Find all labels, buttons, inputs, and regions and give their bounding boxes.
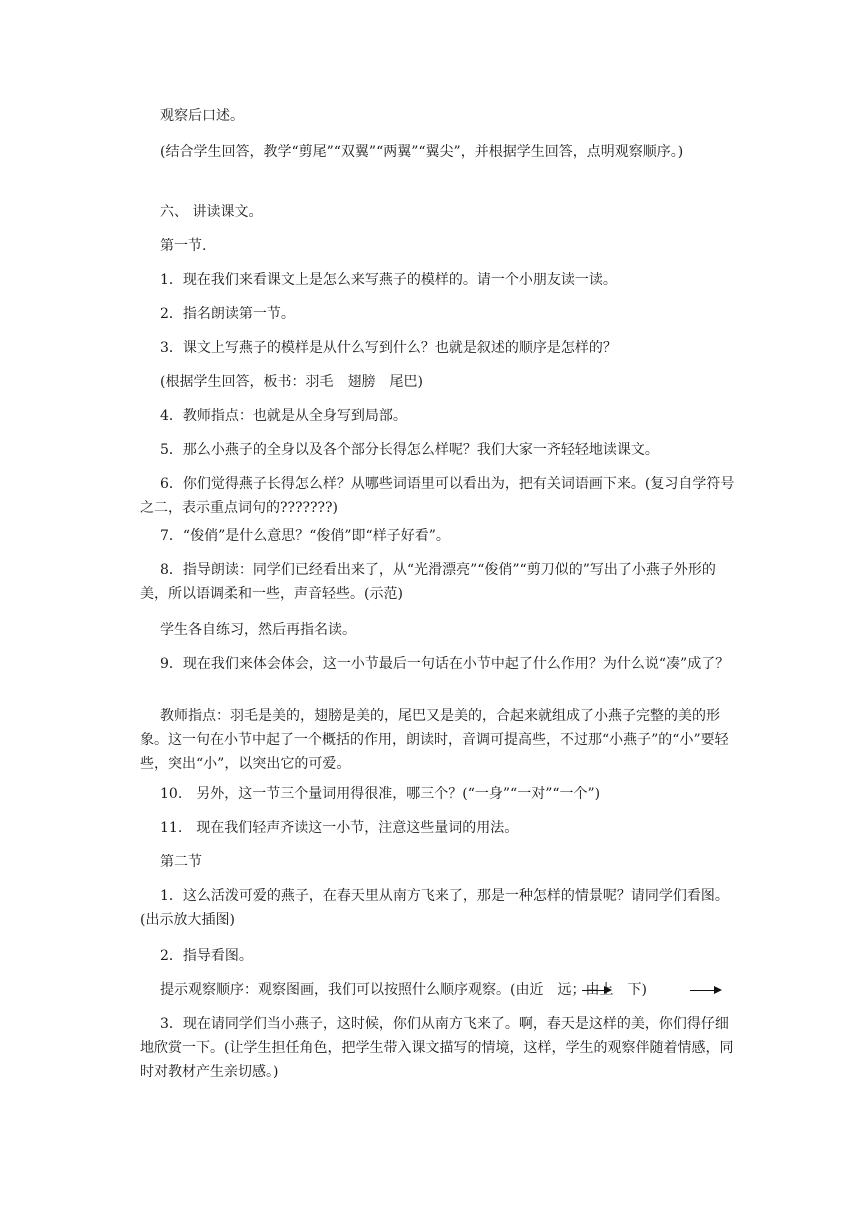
subsection-heading-2: 第二节 <box>160 854 202 870</box>
paragraph-observation-order: 提示观察顺序：观察图画，我们可以按照什么顺序观察。(由近 远；由上 下) <box>160 982 647 998</box>
paragraph-practice: 学生各自练习，然后再指名读。 <box>160 622 356 638</box>
paragraph-s1-item-7: 7．“俊俏”是什么意思？“俊俏”即“样子好看”。 <box>160 528 450 544</box>
paragraph-teacher-point: 教师指点：羽毛是美的，翅膀是美的，尾巴又是美的，合起来就组成了小燕子完整的美的形象。这一句在小节中起了一个概括的作用，朗读时，音调可提高些，不过那“小燕子”的“小”要轻些，突出“小”，以突出它的可爱。 <box>140 708 729 772</box>
paragraph-s1-item-3: 3．课文上写燕子的模样是从什么写到什么？也就是叙述的顺序是怎样的？ <box>160 340 617 356</box>
paragraph-s1-item-8: 8．指导朗读：同学们已经看出来了，从“光滑漂亮”“俊俏”“剪刀似的”写出了小燕子外形的美，所以语调柔和一些，声音轻些。(示范) <box>140 562 716 602</box>
arrow-right-icon <box>690 990 720 991</box>
paragraph-blackboard-note: (根据学生回答，板书：羽毛 翅膀 尾巴) <box>160 374 423 390</box>
paragraph-s1-item-9: 9．现在我们来体会体会，这一小节最后一句话在小节中起了什么作用？为什么说“凑”成了？ <box>160 656 730 672</box>
paragraph-s2-item-3: 3．现在请同学们当小燕子，这时候，你们从南方飞来了。啊，春天是这样的美，你们得仔细地欣赏一下。(让学生担任角色，把学生带入课文描写的情境，这样，学生的观察伴随着情感，同时对教材产生亲切感。) <box>140 1016 734 1080</box>
paragraph-s2-item-2: 2．指导看图。 <box>160 948 253 964</box>
subsection-heading-1: 第一节. <box>160 238 207 254</box>
paragraph-observe-retell: 观察后口述。 <box>160 108 244 124</box>
paragraph-s2-item-1: 1．这么活泼可爱的燕子，在春天里从南方飞来了，那是一种怎样的情景呢？请同学们看图。(出示放大插图) <box>140 888 729 928</box>
paragraph-s1-item-5: 5．那么小燕子的全身以及各个部分长得怎么样呢？我们大家一齐轻轻地读课文。 <box>160 442 659 458</box>
paragraph-s1-item-11: 11. 现在我们轻声齐读这一小节，注意这些量词的用法。 <box>160 820 519 836</box>
paragraph-s1-item-2: 2．指名朗读第一节。 <box>160 306 295 322</box>
paragraph-s1-item-1: 1．现在我们来看课文上是怎么来写燕子的模样的。请一个小朋友读一读。 <box>160 272 617 288</box>
paragraph-teaching-note: (结合学生回答，教学“剪尾”“双翼”“两翼”“翼尖”，并根据学生回答，点明观察顺序。) <box>160 144 684 160</box>
arrow-near-to-far-icon <box>582 990 610 991</box>
paragraph-s1-item-10: 10. 另外，这一节三个量词用得很准，哪三个？(“一身”“一对”“一个”) <box>160 786 601 802</box>
paragraph-s1-item-4: 4．教师指点：也就是从全身写到局部。 <box>160 408 407 424</box>
paragraph-s1-item-6: 6．你们觉得燕子长得怎么样？从哪些词语里可以看出为，把有关词语画下来。(复习自学符号之二，表示重点词句的???????) <box>140 476 735 516</box>
section-heading-six: 六、 讲读课文。 <box>160 204 263 220</box>
